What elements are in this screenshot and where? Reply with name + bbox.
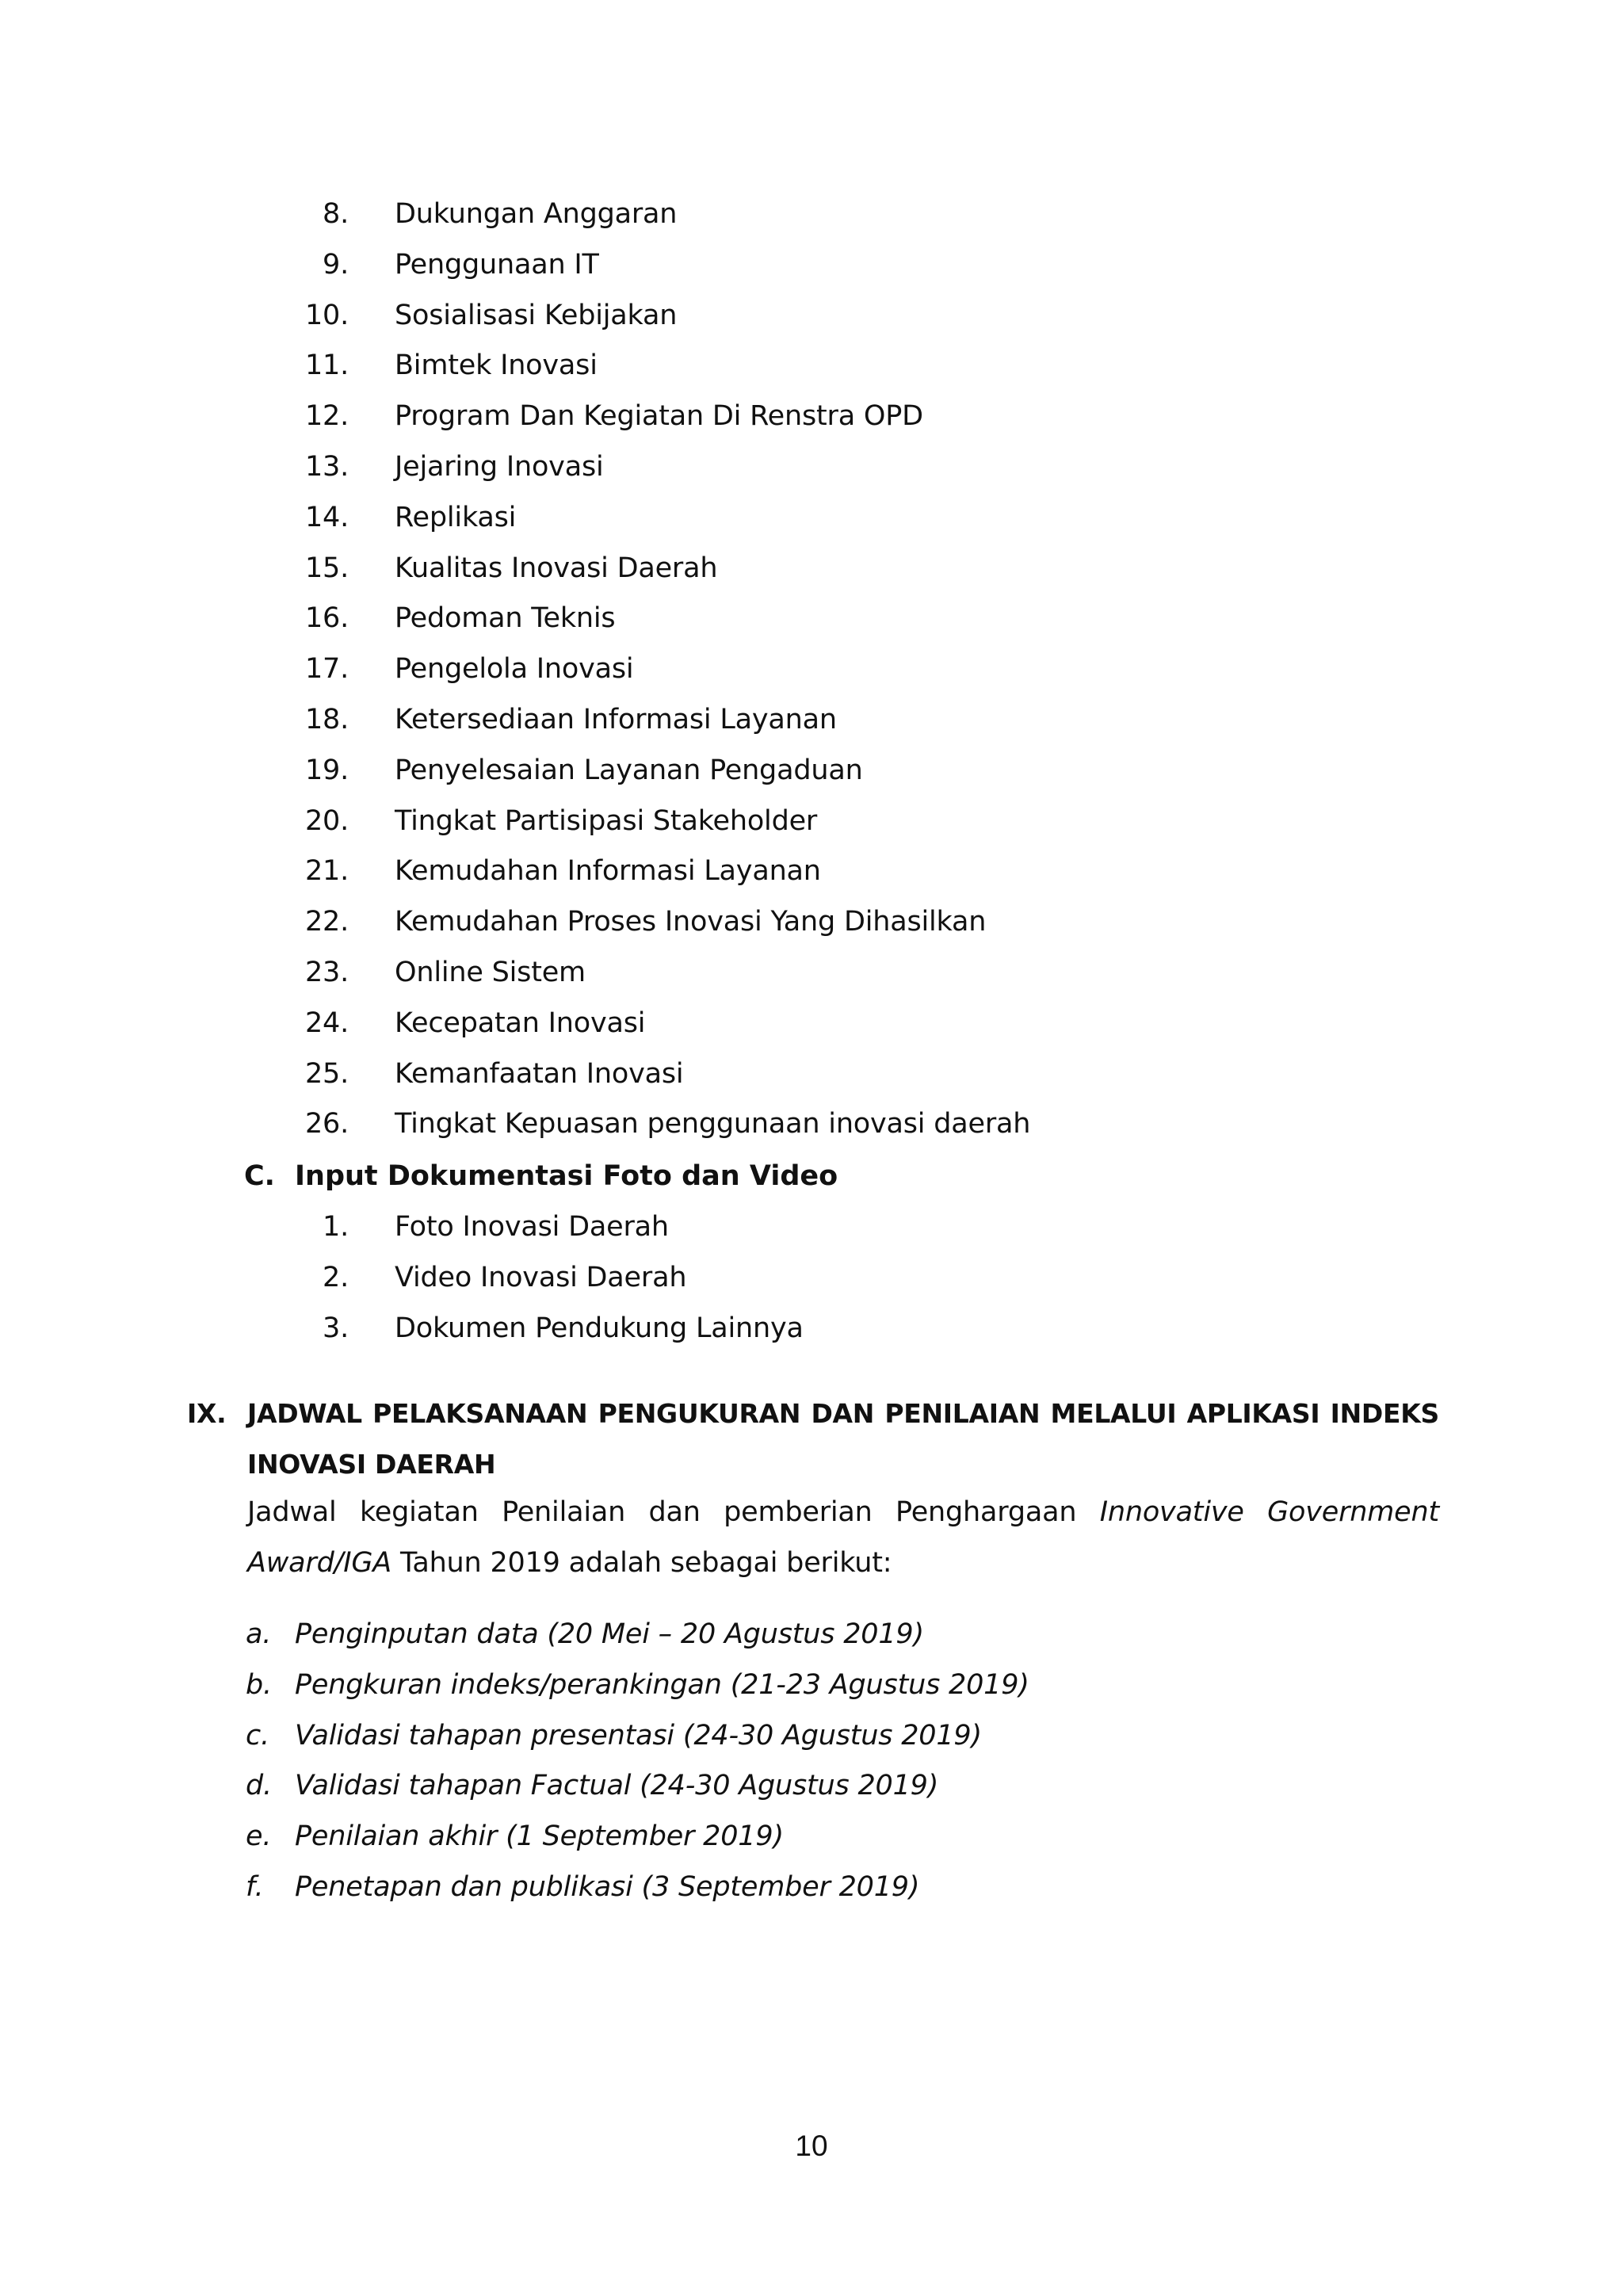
list-item-text: Pengelola Inovasi	[395, 653, 634, 686]
paragraph-line-1	[247, 1487, 1439, 1538]
list-item-number: 16.	[304, 602, 349, 635]
criteria-list	[0, 197, 1623, 1157]
list-item-text: Kualitas Inovasi Daerah	[395, 552, 718, 584]
list-item-number: 23.	[304, 956, 349, 988]
paragraph-prefix: Jadwal kegiatan Penilaian dan pemberian Penghargaan	[247, 1496, 1077, 1528]
list-item	[0, 247, 1623, 298]
list-item	[0, 298, 1623, 349]
schedule-item-text: Penetapan dan publikasi (3 September 2019)	[295, 1870, 920, 1903]
list-item-number: 17.	[304, 653, 349, 686]
schedule-item	[0, 1617, 1623, 1668]
list-item-number: 20.	[304, 804, 349, 837]
section-c-letter: C.	[244, 1160, 275, 1192]
list-item-number: 11.	[304, 350, 349, 382]
list-item	[0, 1106, 1623, 1157]
list-item	[0, 753, 1623, 804]
list-item-text: Dukungan Anggaran	[395, 198, 678, 230]
list-item-text: Sosialisasi Kebijakan	[395, 299, 678, 331]
paragraph-line-2	[247, 1538, 1439, 1588]
list-item-text: Kemudahan Proses Inovasi Yang Dihasilkan	[395, 906, 987, 938]
list-item-number: 22.	[304, 906, 349, 938]
list-item-text: Kemudahan Informasi Layanan	[395, 855, 821, 888]
list-item-number: 1.	[323, 1211, 349, 1243]
page-number: 10	[795, 2130, 828, 2162]
schedule-item-text: Penginputan data (20 Mei – 20 Agustus 2019)	[295, 1618, 924, 1650]
list-item	[0, 449, 1623, 500]
schedule-item-text: Validasi tahapan Factual (24-30 Agustus 2019)	[295, 1770, 939, 1802]
section-ix-paragraph	[247, 1487, 1439, 1588]
schedule-item	[0, 1870, 1623, 1920]
list-item	[0, 854, 1623, 904]
section-c-title: Input Dokumentasi Foto dan Video	[295, 1160, 838, 1192]
list-item-number: 15.	[304, 552, 349, 584]
section-ix-title: JADWAL PELAKSANAAN PENGUKURAN DAN PENILAIAN MELALUI APLIKASI INDEKS INOVASI DAERAH	[247, 1398, 1439, 1480]
list-item-number: 24.	[304, 1007, 349, 1039]
list-item	[0, 1311, 1623, 1362]
list-item-number: 12.	[304, 400, 349, 433]
schedule-item-letter: e.	[246, 1820, 272, 1853]
list-item	[0, 399, 1623, 449]
list-item-number: 19.	[304, 754, 349, 786]
list-item-number: 2.	[323, 1261, 349, 1293]
list-item-text: Dokumen Pendukung Lainnya	[395, 1312, 804, 1344]
schedule-item-letter: f.	[246, 1870, 264, 1903]
list-item	[0, 955, 1623, 1006]
list-item-text: Video Inovasi Daerah	[395, 1261, 687, 1293]
list-item-number: 18.	[304, 703, 349, 735]
schedule-item-text: Validasi tahapan presentasi (24-30 Agustus 2019)	[295, 1719, 982, 1752]
list-item-number: 21.	[304, 855, 349, 888]
list-item-text: Penyelesaian Layanan Pengaduan	[395, 754, 863, 786]
list-item-text: Program Dan Kegiatan Di Renstra OPD	[395, 400, 923, 433]
list-item	[0, 804, 1623, 854]
list-item-text: Penggunaan IT	[395, 248, 599, 281]
list-item	[0, 197, 1623, 247]
schedule-list	[0, 1617, 1623, 1920]
list-item-text: Tingkat Partisipasi Stakeholder	[395, 804, 818, 837]
schedule-item	[0, 1819, 1623, 1870]
list-item	[0, 1260, 1623, 1311]
list-item-number: 8.	[323, 198, 349, 230]
list-item-number: 3.	[323, 1312, 349, 1344]
list-item-text: Ketersediaan Informasi Layanan	[395, 703, 837, 735]
list-item-text: Online Sistem	[395, 956, 586, 988]
list-item-text: Foto Inovasi Daerah	[395, 1211, 669, 1243]
list-item	[0, 500, 1623, 551]
schedule-item	[0, 1768, 1623, 1819]
list-item-number: 14.	[304, 501, 349, 533]
paragraph-suffix: Tahun 2019 adalah sebagai berikut:	[391, 1547, 892, 1579]
paragraph-italic-2: Award/IGA	[247, 1547, 392, 1579]
schedule-item-letter: b.	[246, 1668, 272, 1701]
list-item-number: 25.	[304, 1057, 349, 1090]
list-item-number: 10.	[304, 299, 349, 331]
list-item	[0, 1006, 1623, 1056]
list-item-text: Jejaring Inovasi	[395, 450, 604, 483]
documentation-list	[0, 1209, 1623, 1361]
paragraph-italic-1: Innovative Government	[1099, 1496, 1439, 1528]
list-item-text: Tingkat Kepuasan penggunaan inovasi daerah	[395, 1108, 1031, 1140]
list-item-text: Bimtek Inovasi	[395, 350, 598, 382]
schedule-item	[0, 1668, 1623, 1718]
list-item	[0, 601, 1623, 651]
list-item	[0, 702, 1623, 753]
schedule-item-letter: c.	[246, 1719, 269, 1752]
list-item-text: Replikasi	[395, 501, 517, 533]
section-ix-roman: IX.	[187, 1398, 227, 1429]
list-item	[0, 1209, 1623, 1260]
list-item-number: 26.	[304, 1108, 349, 1140]
schedule-item-text: Penilaian akhir (1 September 2019)	[295, 1820, 784, 1853]
list-item	[0, 348, 1623, 399]
list-item	[0, 904, 1623, 955]
schedule-item-letter: d.	[246, 1770, 272, 1802]
list-item	[0, 651, 1623, 702]
list-item	[0, 1056, 1623, 1107]
list-item-number: 9.	[323, 248, 349, 281]
schedule-item	[0, 1718, 1623, 1769]
section-c-heading	[244, 1159, 838, 1194]
schedule-item-letter: a.	[246, 1618, 272, 1650]
schedule-item-text: Pengkuran indeks/perankingan (21-23 Agustus 2019)	[295, 1668, 1029, 1701]
list-item-text: Kemanfaatan Inovasi	[395, 1057, 684, 1090]
list-item-text: Kecepatan Inovasi	[395, 1007, 646, 1039]
list-item	[0, 551, 1623, 602]
list-item-text: Pedoman Teknis	[395, 602, 616, 635]
list-item-number: 13.	[304, 450, 349, 483]
